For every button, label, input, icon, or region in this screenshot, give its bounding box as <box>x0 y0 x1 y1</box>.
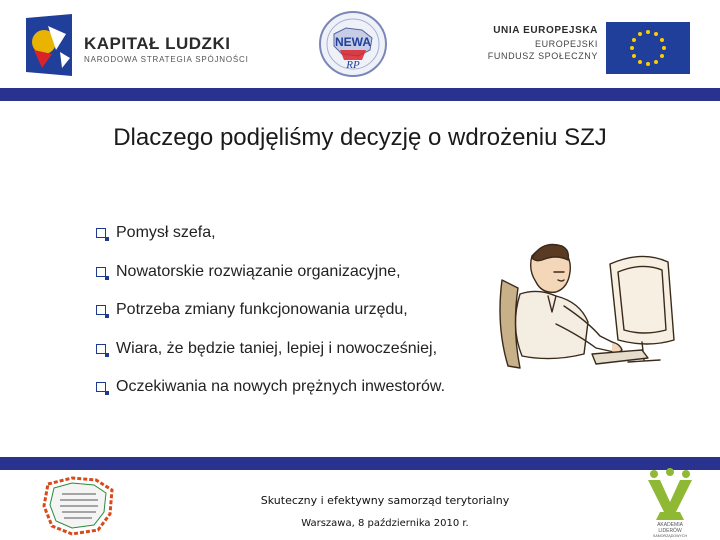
kapital-ludzki-flag-icon <box>26 14 72 76</box>
eu-title: UNIA EUROPEJSKA <box>493 25 598 36</box>
poland-map-badge-icon <box>38 474 118 536</box>
kapital-ludzki-logo <box>26 14 276 80</box>
rp-text: RP <box>346 59 360 71</box>
list-item-text: Oczekiwania na nowych prężnych inwestorów. <box>116 378 446 395</box>
list-item <box>96 222 445 244</box>
man-at-computer-illustration <box>492 236 682 376</box>
list-item <box>96 376 445 398</box>
eu-flag-icon <box>606 22 690 74</box>
list-item-text: Nowatorskie rozwiązanie organizacyjne, <box>116 262 401 280</box>
samorzadowych-text: SAMORZĄDOWYCH <box>652 534 688 538</box>
slide-title: Dlaczego podjęliśmy decyzję o wdrożeniu SZJ <box>113 124 607 151</box>
eu-logo <box>478 22 690 76</box>
kapital-ludzki-subtitle: NARODOWA STRATEGIA SPÓJNOŚCI <box>84 55 249 64</box>
eu-line-2: FUNDUSZ SPOŁECZNY <box>487 51 598 61</box>
header <box>0 0 720 88</box>
reasons-list <box>96 222 445 415</box>
akademia-text: AKADEMIA <box>657 522 683 528</box>
newa-text: NEWA <box>335 35 371 49</box>
checkbox-bullet-icon <box>96 382 106 392</box>
list-item <box>96 299 445 321</box>
list-item <box>96 261 445 283</box>
checkbox-bullet-icon <box>96 344 106 354</box>
akademia-liderow-logo <box>640 468 700 538</box>
footer-text-block <box>230 494 540 529</box>
footer-divider-band <box>0 457 720 470</box>
list-item <box>96 338 445 360</box>
eu-text-block <box>488 24 598 62</box>
header-divider-band <box>0 88 720 101</box>
eu-line-1: EUROPEJSKI <box>534 39 598 49</box>
footer-date: Warszawa, 8 października 2010 r. <box>301 518 469 529</box>
list-item-text: Potrzeba zmiany funkcjonowania urzędu, <box>116 301 408 318</box>
checkbox-bullet-icon <box>96 305 106 315</box>
checkbox-bullet-icon <box>96 267 106 277</box>
liderow-text: LIDERÓW <box>658 528 682 534</box>
footer-slogan: Skuteczny i efektywny samorząd terytorialny <box>260 494 510 507</box>
list-item-text: Pomysł szefa, <box>116 224 216 241</box>
checkbox-bullet-icon <box>96 228 106 238</box>
newa-rp-emblem <box>318 10 388 78</box>
list-item-text: Wiara, że będzie taniej, lepiej i nowocześniej, <box>116 339 438 357</box>
kapital-ludzki-title: KAPITAŁ LUDZKI <box>84 34 231 53</box>
